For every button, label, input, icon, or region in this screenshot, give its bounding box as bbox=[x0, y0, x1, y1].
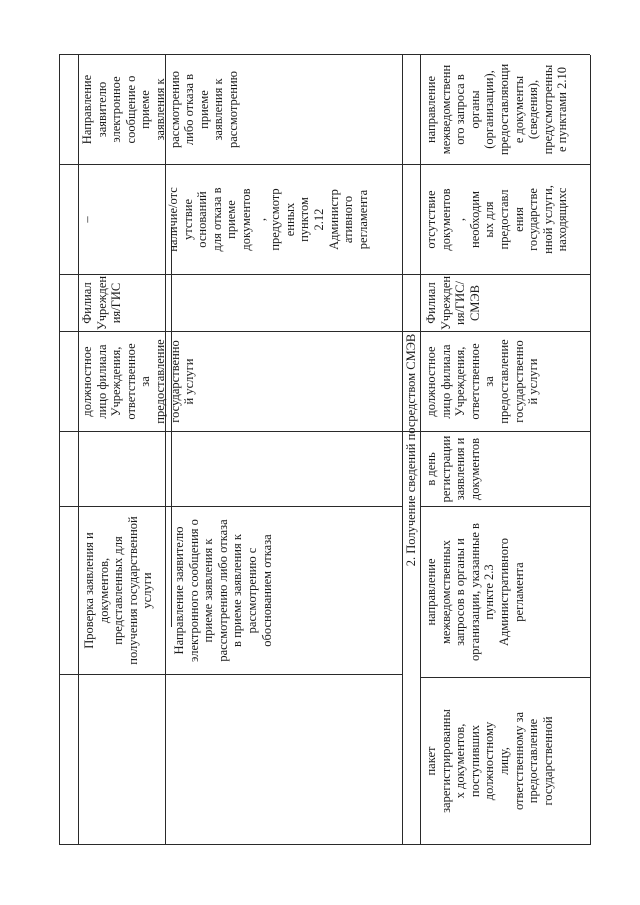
table-bottom-border bbox=[590, 55, 591, 845]
table-top-border bbox=[59, 55, 60, 845]
executor-cell-smev: должностное лицо филиала Учреждения, ответственное за предоставление государственно й услуги bbox=[424, 339, 541, 424]
result-electronic-message: Направление заявителю электронное сообщение о приеме заявления к рассмотрению либо отказа в приеме заявления к рассмотрению bbox=[80, 70, 240, 149]
resources-cell-smev: Филиал Учрежден ия/ГИС/ СМЭВ bbox=[424, 275, 482, 331]
result-interagency-request: направление межведомственн ого запроса в органы (организации), предоставляющи е документы (сведения), предусмотренны е пунктами 2.10 bbox=[424, 63, 570, 156]
term-registration-day: в день регистрации заявления и документов bbox=[424, 435, 482, 503]
criteria-refusal-grounds: наличие/отс утствие оснований для отказа в приеме документов , предусмотр енных пунктом 2.12 Администр ативного регламента bbox=[166, 187, 370, 252]
section-title-smev: 2. Получение сведений посредством СМЭВ bbox=[404, 333, 418, 567]
section-row-border bbox=[420, 55, 421, 845]
row-border bbox=[402, 55, 403, 845]
step-name-check-documents: Проверка заявления и документов, представленных для получения государственной услуги bbox=[82, 516, 155, 665]
criteria-dash: – bbox=[80, 216, 94, 223]
column-border bbox=[59, 431, 590, 432]
table-left-border bbox=[59, 844, 590, 845]
column-border bbox=[59, 674, 402, 675]
row-border bbox=[78, 55, 79, 845]
action-interagency-requests: направление межведомственных запросов в органы и организации, указанные в пункте 2.3 Административного регламента bbox=[424, 523, 526, 661]
executor-cell: должностное лицо филиала Учреждения, ответственное за предоставление государственно й услуги bbox=[80, 339, 197, 424]
criteria-missing-documents: отсутствие документов , необходим ых для предоставл ения государстве нной услуги, находящихс bbox=[424, 185, 570, 254]
action-send-electronic-message: Направление заявителю электронного сообщения о приеме заявления к рассмотрению либо отказа в приеме заявления к рассмотрению с обоснованием отказа bbox=[172, 519, 274, 662]
resources-cell: Филиал Учрежден ия/ГИС bbox=[80, 275, 124, 331]
basis-registered-documents: пакет зарегистрированны х документов, поступивших должностному лицу, ответственному за предоставление государственной bbox=[424, 709, 555, 813]
